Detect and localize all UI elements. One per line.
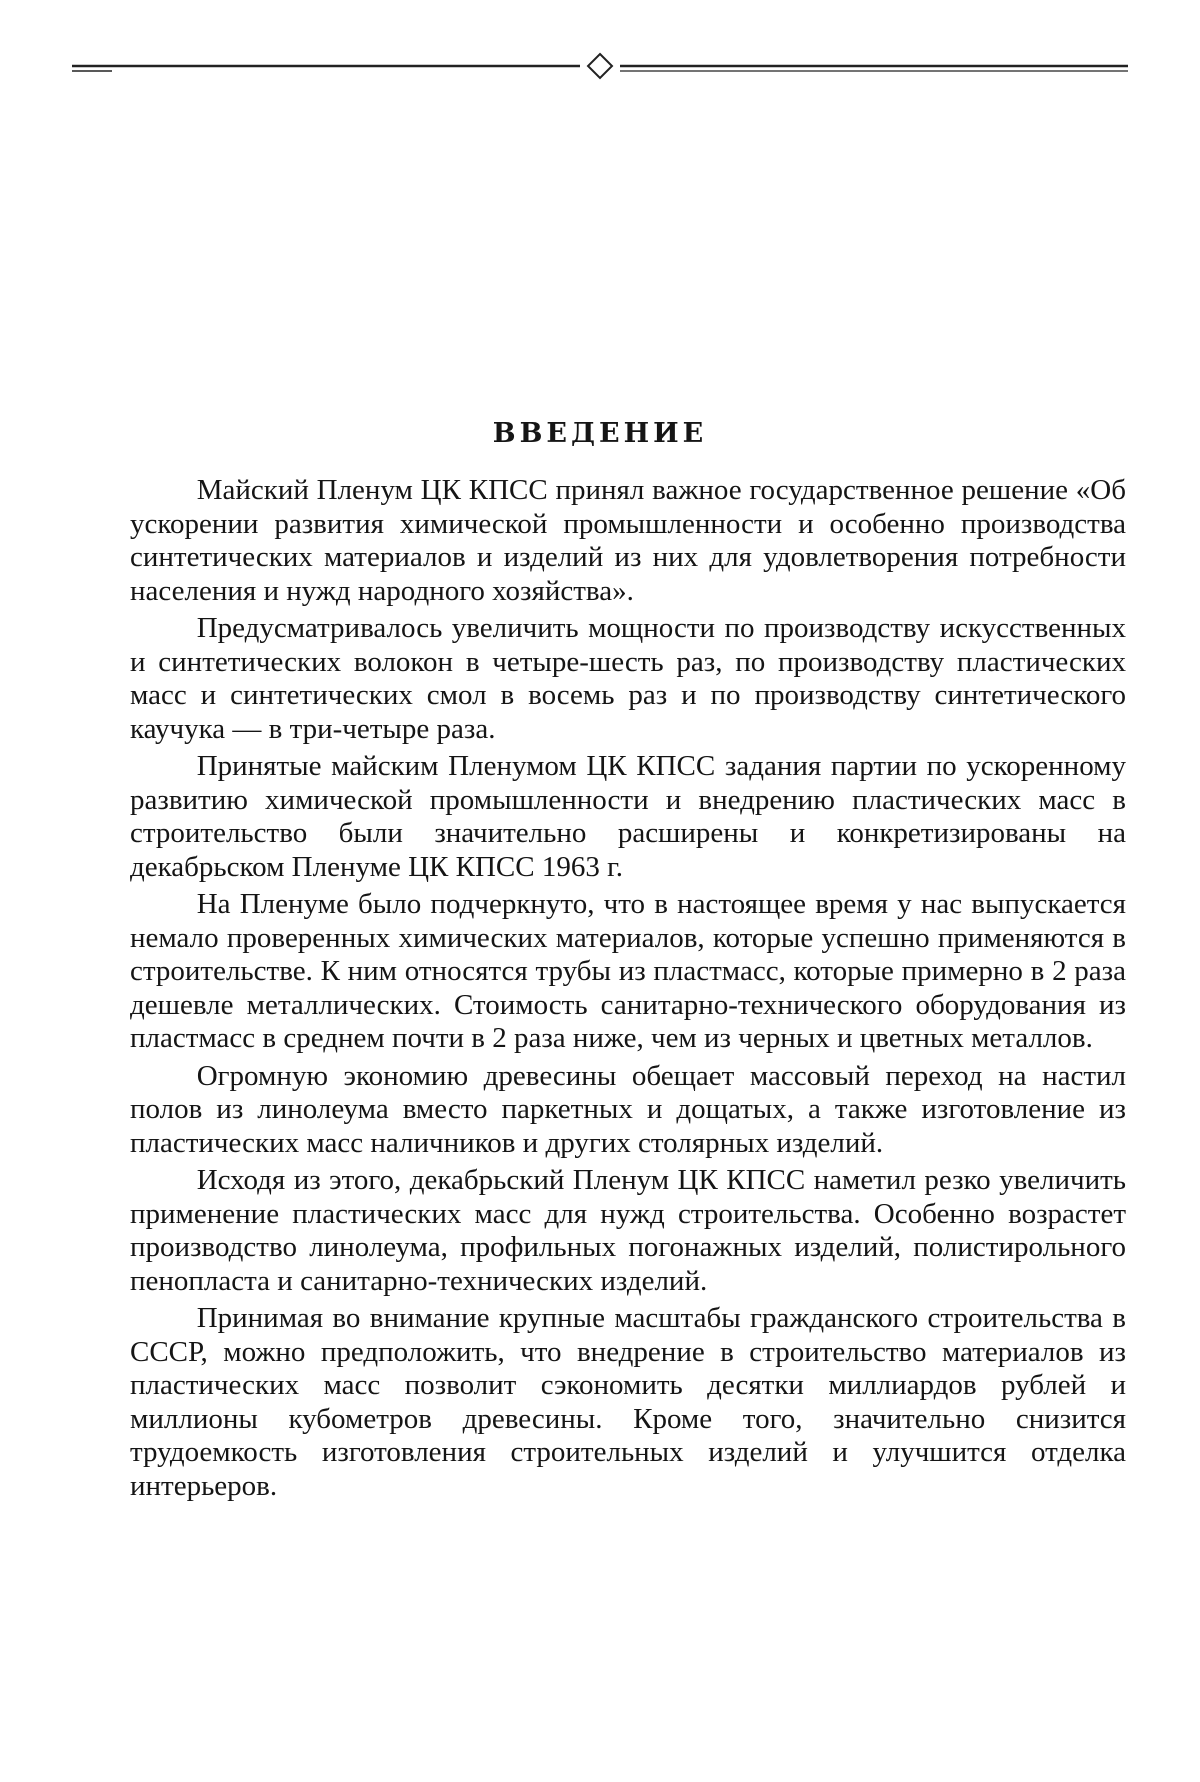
diamond-rule-icon — [72, 52, 1128, 80]
paragraph: Исходя из этого, декабрьский Пленум ЦК КПСС наметил резко увеличить применение пластических масс для нужд строительства. Особенно возрастет производство линолеума, профильных погонажных изделий, полистирольного пенопласта и санитарно-технических изделий. — [130, 1164, 1126, 1297]
header-ornament — [72, 52, 1128, 80]
paragraph: Майский Пленум ЦК КПСС принял важное государственное решение «Об ускорении развития химической промышленности и особенно производства синтетических материалов и изделий из них для удовлетворения потребности населения и нужд народного хозяйства». — [130, 474, 1126, 607]
page-title: ВВЕДЕНИЕ — [492, 418, 708, 449]
paragraph: Принимая во внимание крупные масштабы гражданского строительства в СССР, можно предположить, что внедрение в строительство материалов из пластических масс позволит сэкономить десятки миллиардов рублей и миллионы кубометров древесины. Кроме того, значительно снизится трудоемкость изготовления строительных изделий и улучшится отделка интерьеров. — [130, 1302, 1126, 1502]
paragraph: Огромную экономию древесины обещает массовый переход на настил полов из линолеума вместо паркетных и дощатых, а также изготовление из пластических масс наличников и других столярных изделий. — [130, 1059, 1126, 1159]
body-text — [130, 474, 1126, 1507]
paragraph: Принятые майским Пленумом ЦК КПСС задания партии по ускоренному развитию химической промышленности и внедрению пластических масс в строительство были значительно расширены и конкретизированы на декабрьском Пленуме ЦК КПСС 1963 г. — [130, 750, 1126, 883]
paragraph: На Пленуме было подчеркнуто, что в настоящее время у нас выпускается немало проверенных химических материалов, которые успешно применяются в строительстве. К ним относятся трубы из пластмасс, которые примерно в 2 раза дешевле металлических. Стоимость санитарно-технического оборудования из пластмасс в среднем почти в 2 раза ниже, чем из черных и цветных металлов. — [130, 888, 1126, 1054]
paragraph: Предусматривалось увеличить мощности по производству искусственных и синтетических волокон в четыре-шесть раз, по производству пластических масс и синтетических смол в восемь раз и по производству синтетического каучука — в три-четыре раза. — [130, 612, 1126, 745]
